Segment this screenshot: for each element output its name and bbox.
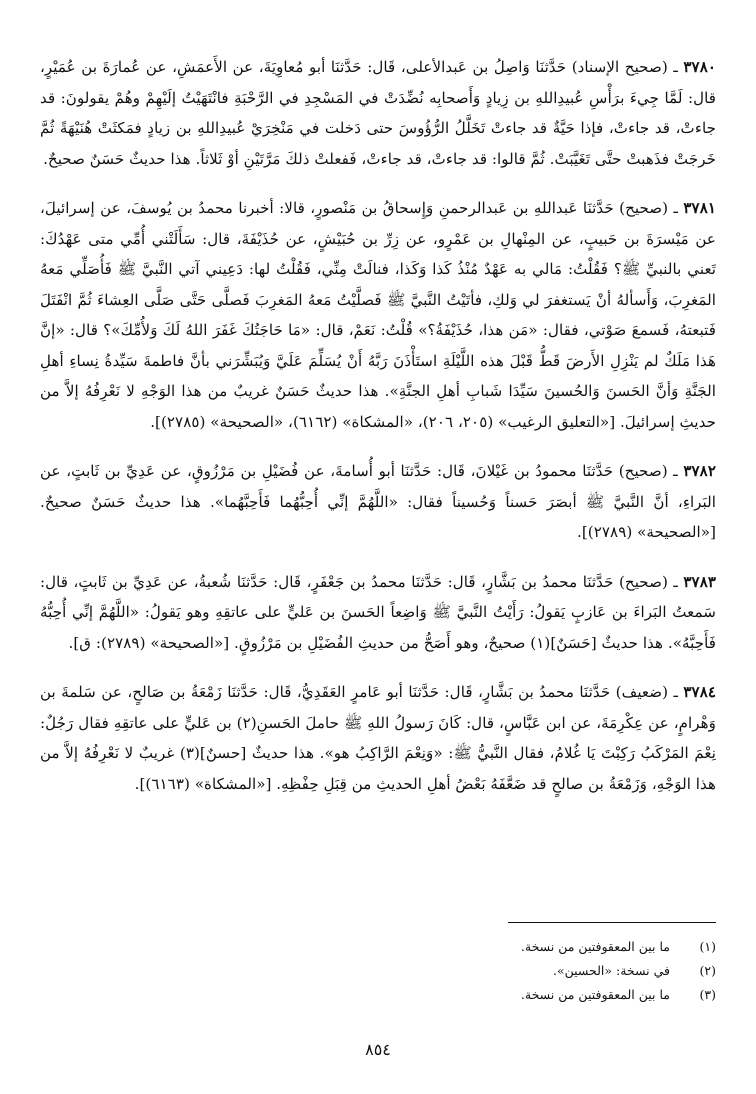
hadith-number: ٣٧٨١ (683, 199, 717, 217)
hadith-text: حَدَّثنَا عَبداللهِ بن عَبدالرحمنِ وَإِسحاقُ بن مَنْصورٍ، قالا: أخبرنا محمدُ بن يُوسفَ، عن إسرائيلَ، عن مَيْسرَةَ بن حَبيبٍ، عن المِنْهالِ بن عَمْرٍو، عن زِرِّ بن حُبَيْشٍ، عن حُذَيْفَةَ، قال: سَأَلَتْني أُمِّي متى عَهْدُكَ: تَعني بالنبيِّ ﷺ؟ فَقُلْتُ: مَالي به عَهْدٌ مُنْذُ كَذا وَكَذا، فنالَتْ مِنِّي، فَقُلْتُ لها: دَعِيني آتي النَّبيَّ ﷺ فَأُصَلِّي مَعهُ المَغرِبَ، وَأَسألهُ أنْ يَستغفرَ لي وَلكِ، فأتَيْتُ النَّبيَّ ﷺ فَصلَّيْتُ مَعهُ المَغرِبَ فَصلَّى حَتَّى صَلَّى العِشاءَ ثُمَّ انْفَتَلَ فَتبعتهُ، فَسمعَ صَوْتي، فقال: «مَن هذا، حُذَيْفَةُ؟» قُلْتُ: نَعَمْ، قال: «مَا حَاجَتُكَ غَفَرَ اللهُ لَكَ وَلأُمِّكَ»؟ قال: «إنَّ هَذا مَلَكٌ لم يَنْزِلِ الأَرضَ قَطُّ قَبْلَ هذه اللَّيْلَةِ استَأْذَنَ رَبَّهُ أَنْ يُسَلِّمَ عَلَيَّ وَيُبَشِّرَني بأنَّ فاطمةَ سَيِّدةُ نِساءِ أهلِ الجَنَّةِ وَأنَّ الحَسنَ وَالحُسينَ سَيِّدَا شَبابِ أهلِ الجنَّةِ». هذا حديثٌ حَسَنٌ غريبٌ من هذا الوَجْهِ لا نَعْرِفُهُ إلاَّ من حديثِ إسرائيلَ. [«التعليق الرغيب» (٢٠٥، ٢٠٦)، «المشكاة» (٦١٦٢)، «الصحيحة» (٢٧٨٥)]. (40, 199, 716, 431)
hadith-number: ٣٧٨٤ (683, 683, 717, 701)
footnote-divider (508, 922, 716, 923)
hadith-number: ٣٧٨٠ (683, 58, 717, 76)
hadith-text: حَدَّثنَا وَاصِلُ بن عَبدالأعلى، قَال: حَدَّثنَا أبو مُعاوِيَةَ، عن الأَعمَشِ، عن عُمارَةَ بن عُمَيْرٍ، قال: لَمَّا جِيءَ برَأْسِ عُبيدِاللهِ بن زِيادٍ وَأَصحابِه نُضِّدَتْ في المَسْجِدِ في الرَّحْبَةِ فانْتَهَيْتُ إلَيْهِمْ وهُمْ يقولونَ: قد جاءتْ، قد جاءتْ، فإذا حَيَّةٌ قد جاءتْ تَخَلَّلُ الرُّؤُوسَ حتى دَخلت في مَنْخِرَيْ عُبيدِاللهِ بن زيادٍ فمَكثَتْ هُنَيْهَةً ثُمَّ خَرجَتْ فذَهبتْ حتَّى تَغَيَّبَتْ. ثُمَّ قالوا: قد جاءتْ، قد جاءتْ، فَفعلتْ ذلكَ مَرَّتَيْنِ أوْ ثَلاثاً. هذا حديثٌ حَسَنٌ صحيحٌ. (40, 58, 716, 168)
footnote-number: (١) (699, 939, 716, 954)
hadith-grade: (صحيح الإسناد) (571, 58, 668, 76)
footnote-text: ما بين المعقوفتين من نسخة. (520, 939, 670, 954)
hadith-grade: (صحيح) (618, 462, 668, 480)
hadith-3782 (40, 456, 716, 548)
footnote-number: (٣) (699, 987, 716, 1002)
hadith-text: حَدَّثنَا محمدُ بن بَشَّارٍ، قَال: حَدَّثنَا محمدُ بن جَعْفَرٍ، قَال: حَدَّثنَا شُعبةُ، عن عَدِيِّ بن ثَابتٍ، قال: سَمعتُ البَراءَ بن عَازبٍ يَقولُ: رَأَيْتُ النَّبيَّ ﷺ وَاضِعاً الحَسنَ بن عَليٍّ على عاتقِهِ وهو يَقولُ: «اللَّهُمَّ إنِّي أُحِبُّهُ فَأَحِبَّهُ». هذا حديثٌ [حَسَنٌ](١) صحيحٌ، وهو أَصَحُّ من حديثِ الفُضَيْلِ بن مَرْزُوقٍ. [«الصحيحة» (٢٧٨٩): ق]. (40, 572, 716, 652)
hadith-grade: (صحيح) (619, 199, 669, 217)
hadith-text: حَدَّثنَا محمودُ بن غَيْلانَ، قَال: حَدَّثنَا أبو أُسامةَ، عن فُضَيْلِ بن مَرْزُوقٍ، عن عَدِيِّ بن ثَابتٍ، عن البَراءِ، أنَّ النَّبيَّ ﷺ أبصَرَ حَسناً وَحُسيناً فقال: «اللَّهُمَّ إنِّي أُحِبُّهُما فَأَحِبَّهُما». هذا حديثٌ حَسَنٌ صحيحٌ. [«الصحيحة» (٢٧٨٩)]. (40, 462, 716, 541)
footnote-item (40, 959, 716, 983)
hadith-grade: (ضعيف) (615, 683, 669, 701)
hadith-paragraph: ٣٧٨٣ ـ (صحيح) حَدَّثنَا محمدُ بن بَشَّارٍ، قَال: حَدَّثنَا محمدُ بن جَعْفَرٍ، قَال: حَدَّثنَا شُعبةُ، عن عَدِيِّ بن ثَابتٍ، قال: سَمعتُ البَراءَ بن عَازبٍ يَقولُ: رَأَيْتُ النَّبيَّ ﷺ وَاضِعاً الحَسنَ بن عَليٍّ على عاتقِهِ وهو يَقولُ: «اللَّهُمَّ إنِّي أُحِبُّهُ فَأَحِبَّهُ». هذا حديثٌ [حَسَنٌ](١) صحيحٌ، وهو أَصَحُّ من حديثِ الفُضَيْلِ بن مَرْزُوقٍ. [«الصحيحة» (٢٧٨٩): ق]. (40, 572, 717, 652)
footnote-number: (٢) (699, 963, 716, 978)
footnote-text: في نسخة: «الحسين». (552, 963, 670, 978)
hadith-paragraph: ٣٧٨٢ ـ (صحيح) حَدَّثنَا محمودُ بن غَيْلانَ، قَال: حَدَّثنَا أبو أُسامةَ، عن فُضَيْلِ بن مَرْزُوقٍ، عن عَدِيِّ بن ثَابتٍ، عن البَراءِ، أنَّ النَّبيَّ ﷺ أبصَرَ حَسناً وَحُسيناً فقال: «اللَّهُمَّ إنِّي أُحِبُّهُما فَأَحِبَّهُما». هذا حديثٌ حَسَنٌ صحيحٌ. [«الصحيحة» (٢٧٨٩)]. (40, 462, 716, 541)
footnote-item (40, 983, 716, 1007)
hadith-3783 (40, 567, 716, 659)
footnotes (40, 922, 716, 1007)
hadith-3780 (40, 52, 716, 174)
page-number: ٨٥٤ (365, 1040, 391, 1059)
hadith-grade: (صحيح) (619, 572, 668, 591)
hadith-paragraph: ٣٧٨٠ ـ (صحيح الإسناد) حَدَّثنَا وَاصِلُ بن عَبدالأعلى، قَال: حَدَّثنَا أبو مُعاوِيَةَ، عن الأَعمَشِ، عن عُمارَةَ بن عُمَيْرٍ، قال: لَمَّا جِيءَ برَأْسِ عُبيدِاللهِ بن زِيادٍ وَأَصحابِه نُضِّدَتْ في المَسْجِدِ في الرَّحْبَةِ فانْتَهَيْتُ إلَيْهِمْ وهُمْ يقولونَ: قد جاءتْ، قد جاءتْ، فإذا حَيَّةٌ قد جاءتْ تَخَلَّلُ الرُّؤُوسَ حتى دَخلت في مَنْخِرَيْ عُبيدِاللهِ بن زيادٍ فمَكثَتْ هُنَيْهَةً ثُمَّ خَرجَتْ فذَهبتْ حتَّى تَغَيَّبَتْ. ثُمَّ قالوا: قد جاءتْ، قد جاءتْ، فَفعلتْ ذلكَ مَرَّتَيْنِ أوْ ثَلاثاً. هذا حديثٌ حَسَنٌ صحيحٌ. (40, 58, 717, 168)
hadith-number: ٣٧٨٢ (683, 462, 716, 480)
hadith-3784 (40, 677, 716, 799)
hadith-3781 (40, 193, 716, 437)
footnote-text: ما بين المعقوفتين من نسخة. (520, 987, 670, 1002)
footnote-item (40, 935, 716, 959)
hadith-paragraph: ٣٧٨١ ـ (صحيح) حَدَّثنَا عَبداللهِ بن عَبدالرحمنِ وَإِسحاقُ بن مَنْصورٍ، قالا: أخبرنا محمدُ بن يُوسفَ، عن إسرائيلَ، عن مَيْسرَةَ بن حَبيبٍ، عن المِنْهالِ بن عَمْرٍو، عن زِرِّ بن حُبَيْشٍ، عن حُذَيْفَةَ، قال: سَأَلَتْني أُمِّي متى عَهْدُكَ: تَعني بالنبيِّ ﷺ؟ فَقُلْتُ: مَالي به عَهْدٌ مُنْذُ كَذا وَكَذا، فنالَتْ مِنِّي، فَقُلْتُ لها: دَعِيني آتي النَّبيَّ ﷺ فَأُصَلِّي مَعهُ المَغرِبَ، وَأَسألهُ أنْ يَستغفرَ لي وَلكِ، فأتَيْتُ النَّبيَّ ﷺ فَصلَّيْتُ مَعهُ المَغرِبَ فَصلَّى حَتَّى صَلَّى العِشاءَ ثُمَّ انْفَتَلَ فَتبعتهُ، فَسمعَ صَوْتي، فقال: «مَن هذا، حُذَيْفَةُ؟» قُلْتُ: نَعَمْ، قال: «مَا حَاجَتُكَ غَفَرَ اللهُ لَكَ وَلأُمِّكَ»؟ قال: «إنَّ هَذا مَلَكٌ لم يَنْزِلِ الأَرضَ قَطُّ قَبْلَ هذه اللَّيْلَةِ استَأْذَنَ رَبَّهُ أَنْ يُسَلِّمَ عَلَيَّ وَيُبَشِّرَني بأنَّ فاطمةَ سَيِّدةُ نِساءِ أهلِ الجَنَّةِ وَأنَّ الحَسنَ وَالحُسينَ سَيِّدَا شَبابِ أهلِ الجنَّةِ». هذا حديثٌ حَسَنٌ غريبٌ من هذا الوَجْهِ لا نَعْرِفُهُ إلاَّ من حديثِ إسرائيلَ. [«التعليق الرغيب» (٢٠٥، ٢٠٦)، «المشكاة» (٦١٦٢)، «الصحيحة» (٢٧٨٥)]. (40, 199, 717, 431)
hadith-number: ٣٧٨٣ (683, 572, 717, 591)
hadith-text: حَدَّثنَا محمدُ بن بَشَّارٍ، قَال: حَدَّثنَا أبو عَامرٍ العَقَدِيُّ، قَال: حَدَّثنَا زَمْعَةُ بن صَالحٍ، عن سَلمةَ بن وَهْرامٍ، عن عِكْرِمَةَ، عن ابن عَبَّاسٍ، قال: كَانَ رَسولُ اللهِ ﷺ حاملَ الحَسنِ(٢) بن عَليٍّ على عاتقِهِ فقال رَجُلٌ: نِعْمَ المَرْكَبُ رَكِبْتَ يَا غُلامُ، فقال النَّبيُّ ﷺ: «وَنِعْمَ الرَّاكِبُ هو». هذا حديثٌ [حسنٌ](٣) غريبٌ لا نَعْرِفُهُ إلاَّ من هذا الوَجْهِ، وَزَمْعَةُ بن صالحٍ قد ضَعَّفَهُ بَعْضُ أهلِ الحديثِ من قِبَلِ حِفْظِهِ. [«المشكاة» (٦١٦٣)]. (40, 683, 716, 793)
hadith-paragraph: ٣٧٨٤ ـ (ضعيف) حَدَّثنَا محمدُ بن بَشَّارٍ، قَال: حَدَّثنَا أبو عَامرٍ العَقَدِيُّ، قَال: حَدَّثنَا زَمْعَةُ بن صَالحٍ، عن سَلمةَ بن وَهْرامٍ، عن عِكْرِمَةَ، عن ابن عَبَّاسٍ، قال: كَانَ رَسولُ اللهِ ﷺ حاملَ الحَسنِ(٢) بن عَليٍّ على عاتقِهِ فقال رَجُلٌ: نِعْمَ المَرْكَبُ رَكِبْتَ يَا غُلامُ، فقال النَّبيُّ ﷺ: «وَنِعْمَ الرَّاكِبُ هو». هذا حديثٌ [حسنٌ](٣) غريبٌ لا نَعْرِفُهُ إلاَّ من هذا الوَجْهِ، وَزَمْعَةُ بن صالحٍ قد ضَعَّفَهُ بَعْضُ أهلِ الحديثِ من قِبَلِ حِفْظِهِ. [«المشكاة» (٦١٦٣)]. (40, 683, 717, 793)
